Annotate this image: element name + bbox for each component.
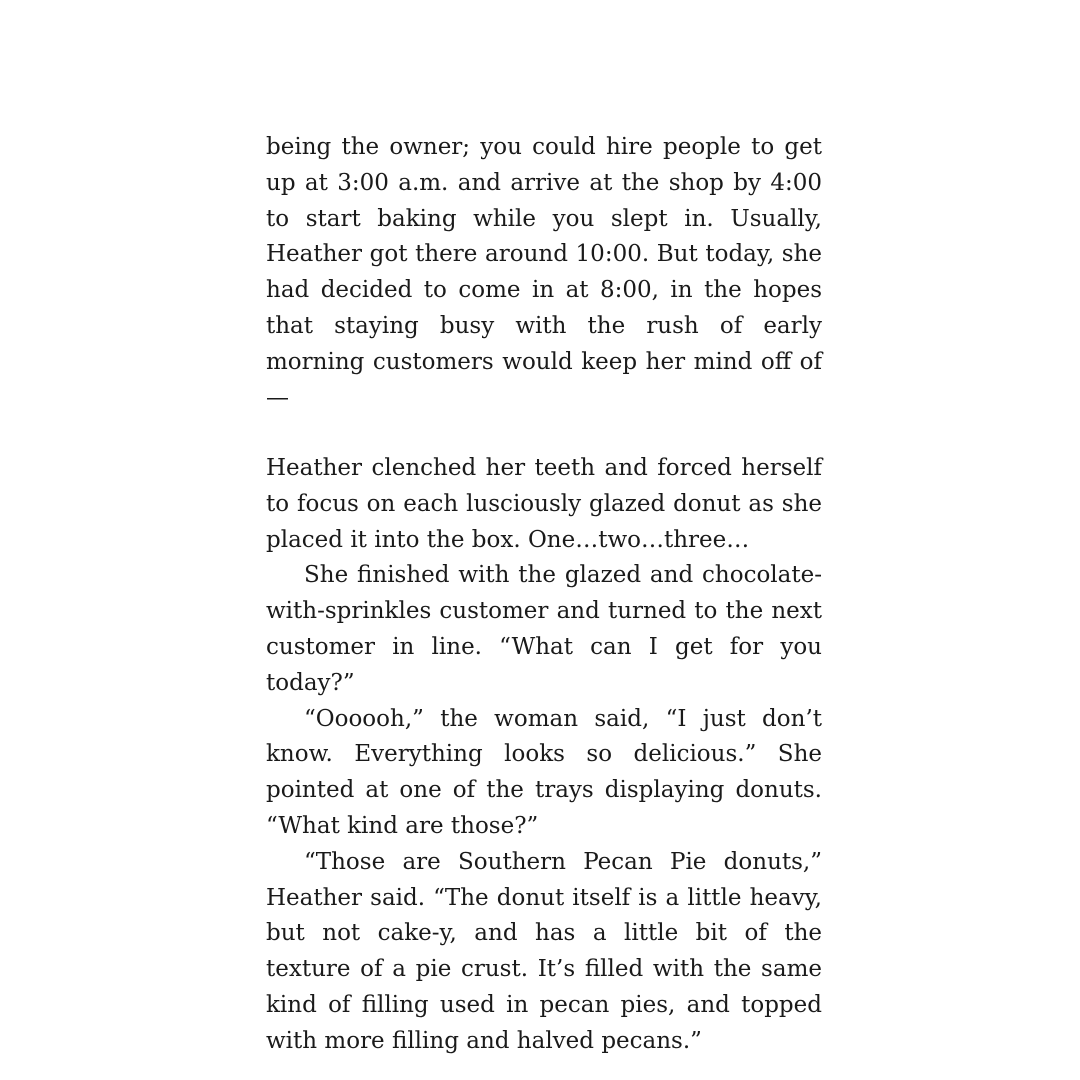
paragraph: She finished with the glazed and chocolate-with-sprinkles customer and turned to the next customer in line. “What can I get for you today?”	[266, 562, 822, 696]
paragraph: Heather clenched her teeth and forced herself to focus on each lusciously glazed donut as she placed it into the box. One…two…three…	[266, 455, 822, 553]
paragraph: being the owner; you could hire people to get up at 3:00 a.m. and arrive at the shop by 4:00 to start baking while you slept in. Usually, Heather got there around 10:00. But today, she had decided to come in at 8:00, in the hopes that staying busy with the rush of early morning customers would keep her mind off of—	[266, 134, 822, 411]
text-section-top	[266, 130, 822, 416]
paragraph: “Oooooh,” the woman said, “I just don’t know. Everything looks so delicious.” She pointed at one of the trays displaying donuts. “What kind are those?”	[266, 705, 822, 839]
text-section-bottom	[266, 451, 822, 1060]
paragraph: “Those are Southern Pecan Pie donuts,” Heather said. “The donut itself is a little heavy, but not cake-y, and has a little bit of the texture of a pie crust. It’s filled with the same kind of filling used in pecan pies, and topped with more filling and halved pecans.”	[266, 848, 822, 1054]
